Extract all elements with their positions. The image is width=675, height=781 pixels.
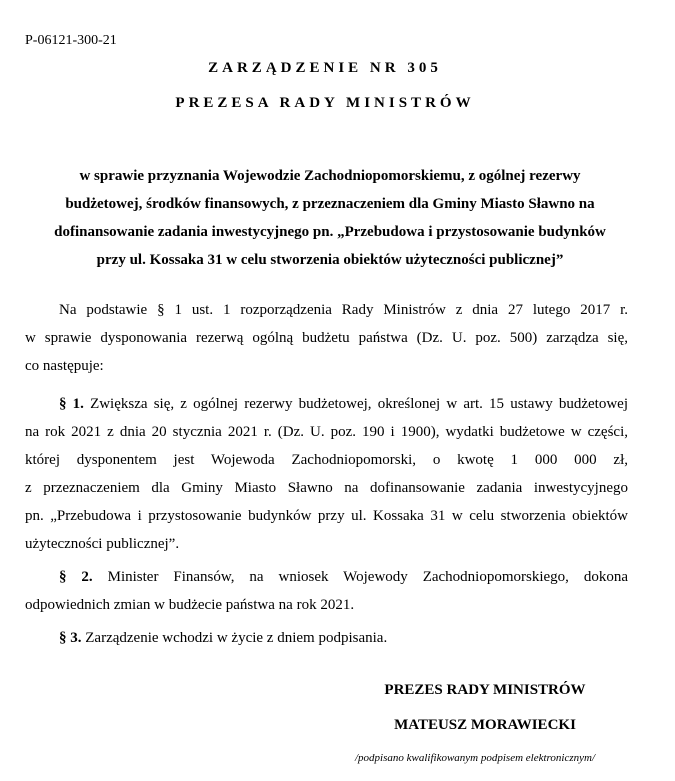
section-1-line: której dysponentem jest Wojewoda Zachodniopomorski, o kwotę 1 000 000 zł, xyxy=(25,452,628,468)
section-1-line: pn. „Przebudowa i przystosowanie budynków przy ul. Kossaka 31 w celu stworzenia obiektów xyxy=(25,508,628,524)
subject-line: dofinansowanie zadania inwestycyjnego pn. „Przebudowa i przystosowanie budynków xyxy=(54,224,606,240)
subject-line: w sprawie przyznania Wojewodzie Zachodniopomorskiemu, z ogólnej rezerwy xyxy=(79,168,581,184)
document-title: ZARZĄDZENIE NR 305 xyxy=(208,60,442,76)
section-2 xyxy=(25,563,628,619)
section-2-label: § 2. xyxy=(59,569,93,585)
section-1-first-line xyxy=(25,390,628,418)
intro-line: co następuje: xyxy=(25,358,104,374)
subject-line: budżetowej, środków finansowych, z przeznaczeniem dla Gminy Miasto Sławno na xyxy=(65,196,595,212)
document-id: P-06121-300-21 xyxy=(25,33,117,48)
intro-line: Na podstawie § 1 ust. 1 rozporządzenia Rady Ministrów z dnia 27 lutego 2017 r. xyxy=(59,302,628,318)
intro-paragraph xyxy=(25,296,628,380)
intro-line: w sprawie dysponowania rezerwą ogólną budżetu państwa (Dz. U. poz. 500) zarządza się, xyxy=(25,330,628,346)
section-3-text: Zarządzenie wchodzi w życie z dniem podpisania. xyxy=(85,630,388,646)
section-1-text: Zwiększa się, z ogólnej rezerwy budżetowej, określonej w art. 15 ustawy budżetowej xyxy=(90,396,628,412)
section-1-label: § 1. xyxy=(59,396,84,412)
subject-line: przy ul. Kossaka 31 w celu stworzenia obiektów użyteczności publicznej” xyxy=(96,252,564,268)
section-1-line: na rok 2021 z dnia 20 stycznia 2021 r. (Dz. U. poz. 190 i 1900), wydatki budżetowe w części, xyxy=(25,424,628,440)
section-2-first-line xyxy=(25,563,628,591)
signature-office: PREZES RADY MINISTRÓW xyxy=(384,682,586,698)
document-subject xyxy=(45,162,615,274)
section-2-text: Minister Finansów, na wniosek Wojewody Zachodniopomorskiego, dokona xyxy=(107,569,629,585)
section-3 xyxy=(25,624,628,652)
section-2-line: odpowiednich zmian w budżecie państwa na rok 2021. xyxy=(25,597,355,613)
section-3-label: § 3. xyxy=(59,630,82,646)
signature-note: /podpisano kwalifikowanym podpisem elektronicznym/ xyxy=(354,752,596,764)
signature-name: MATEUSZ MORAWIECKI xyxy=(394,717,576,733)
section-3-line xyxy=(25,624,628,652)
document-issuer: PREZESA RADY MINISTRÓW xyxy=(175,95,475,111)
section-1-line: z przeznaczeniem dla Gminy Miasto Sławno na dofinansowanie zadania inwestycyjnego xyxy=(25,480,628,496)
section-1-line: użyteczności publicznej”. xyxy=(25,536,180,552)
section-1 xyxy=(25,390,628,558)
